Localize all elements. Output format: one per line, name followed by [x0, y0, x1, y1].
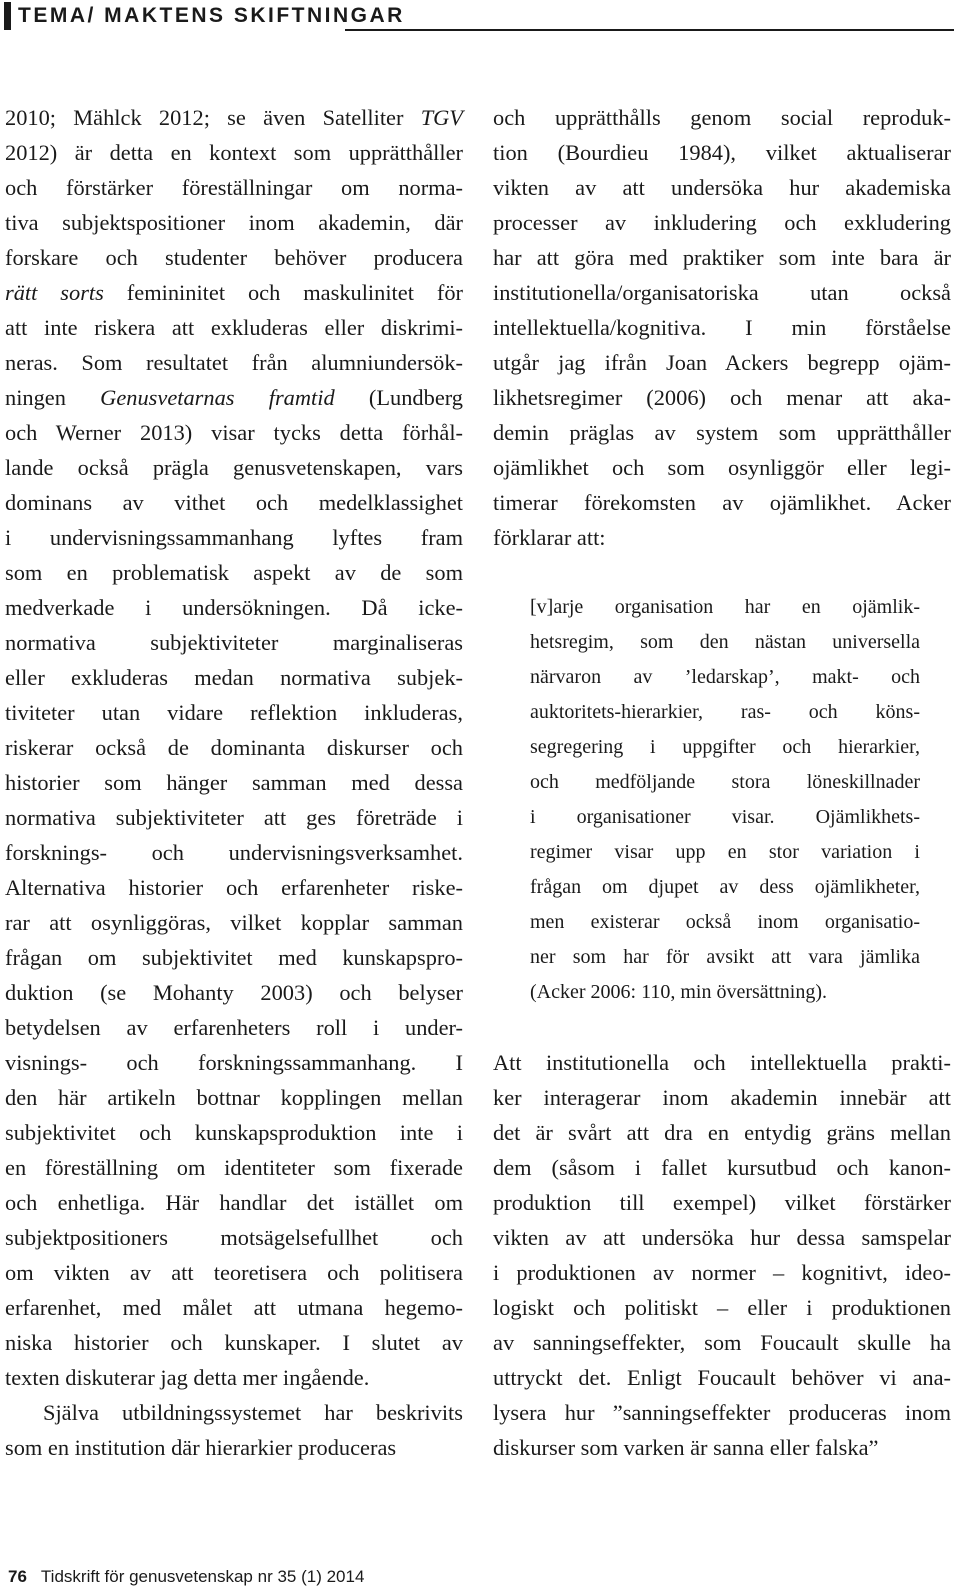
text-line: ningen Genusvetarnas framtid (Lundberg [5, 385, 463, 410]
text-line: neras. Som resultatet från alumniundersök- [5, 350, 463, 375]
header-rule [345, 29, 954, 31]
text-line: rätt sorts femininitet och maskulinitet för [5, 280, 463, 305]
text-line: en föreställning om identiteter som fixerade [5, 1155, 463, 1180]
text-line: normativa subjektiviteter att ges företräde i [5, 805, 463, 830]
text-line: närvaron av ’ledarskap’, makt- och [530, 666, 920, 688]
text-line: 2012) är detta en kontext som upprätthåller [5, 140, 463, 165]
text-line: auktoritets-hierarkier, ras- och köns- [530, 701, 920, 723]
text-line: uttryckt det. Enligt Foucault behöver vi ana- [493, 1365, 951, 1390]
text-line: utgår jag ifrån Joan Ackers begrepp ojäm- [493, 350, 951, 375]
text-line: historier som hänger samman med dessa [5, 770, 463, 795]
text-line: och medföljande stora löneskillnader [530, 771, 920, 793]
text-line: dominans av vithet och medelklassighet [5, 490, 463, 515]
text-line: riskerar också de dominanta diskurser och [5, 735, 463, 760]
text-line: subjektivitet och kunskapsproduktion inte i [5, 1120, 463, 1145]
text-line: av sanningseffekter, som Foucault skulle ha [493, 1330, 951, 1355]
left-text-column [5, 100, 463, 1465]
text-line: subjektpositioners motsägelsefullhet och [5, 1225, 463, 1250]
text-line: och upprätthålls genom social reproduk- [493, 105, 951, 130]
journal-name: Tidskrift för genusvetenskap nr 35 (1) 2014 [40, 1567, 365, 1586]
text-line: duktion (se Mohanty 2003) och belyser [5, 980, 463, 1005]
text-line: forskare och studenter behöver producera [5, 245, 463, 270]
text-line: frågan om djupet av dess ojämlikheter, [530, 876, 920, 898]
text-line: intellektuella/kognitiva. I min förståelse [493, 315, 951, 340]
text-line: logiskt och politiskt – eller i produktionen [493, 1295, 951, 1320]
text-line: medverkade i undersökningen. Då icke- [5, 595, 463, 620]
section-title: TEMA/ MAKTENS SKIFTNINGAR [18, 4, 405, 27]
text-line: och Werner 2013) visar tycks detta förhål- [5, 420, 463, 445]
text-line: processer av inkludering och exkludering [493, 210, 951, 235]
text-line: niska historier och kunskaper. I slutet av [5, 1330, 463, 1355]
text-line: tiva subjektspositioner inom akademin, där [5, 210, 463, 235]
text-line: (Acker 2006: 110, min översättning). [530, 981, 827, 1003]
right-text-column-bottom [493, 1045, 951, 1465]
text-line: men existerar också inom organisatio- [530, 911, 920, 933]
text-line: Alternativa historier och erfarenheter riske- [5, 875, 463, 900]
text-line: och enhetliga. Här handlar det istället om [5, 1190, 463, 1215]
running-header [0, 0, 960, 32]
page-number: 76 [8, 1567, 27, 1586]
text-line: Att institutionella och intellektuella prakti- [493, 1050, 951, 1075]
text-line: har att göra med praktiker som inte bara är [493, 245, 951, 270]
text-line: likhetsregimer (2006) och menar att aka- [493, 385, 951, 410]
text-line: ojämlikhet och som osynliggör eller legi- [493, 455, 951, 480]
text-line: timerar förekomsten av ojämlikhet. Acker [493, 490, 951, 515]
text-line: den här artikeln bottnar kopplingen mellan [5, 1085, 463, 1110]
text-line: frågan om subjektivitet med kunskapspro- [5, 945, 463, 970]
text-line: tion (Bourdieu 1984), vilket aktualiserar [493, 140, 951, 165]
text-line: visnings- och forskningssammanhang. I [5, 1050, 463, 1075]
page-footer [8, 1566, 364, 1588]
text-line: i organisationer visar. Ojämlikhets- [530, 806, 920, 828]
text-line: som en problematisk aspekt av de som [5, 560, 463, 585]
text-line: vikten av att undersöka hur dessa samspelar [493, 1225, 951, 1250]
text-line: som en institution där hierarkier produceras [5, 1435, 397, 1460]
block-quote [530, 590, 920, 1010]
text-line: 2010; Mählck 2012; se även Satelliter TGV [5, 105, 463, 130]
text-line: regimer visar upp en stor variation i [530, 841, 920, 863]
text-line: produktion till exempel) vilket förstärker [493, 1190, 951, 1215]
text-line: eller exkluderas medan normativa subjek- [5, 665, 463, 690]
text-line: erfarenhet, med målet att utmana hegemo- [5, 1295, 463, 1320]
text-line: i produktionen av normer – kognitivt, ideo- [493, 1260, 951, 1285]
text-line: i undervisningssammanhang lyftes fram [5, 525, 463, 550]
text-line: forsknings- och undervisningsverksamhet. [5, 840, 463, 865]
text-line: vikten av att undersöka hur akademiska [493, 175, 951, 200]
text-line: texten diskuterar jag detta mer ingående. [5, 1365, 370, 1390]
text-line: lande också prägla genusvetenskapen, vars [5, 455, 463, 480]
text-line: om vikten av att teoretisera och politisera [5, 1260, 463, 1285]
right-text-column-top [493, 100, 951, 555]
text-line: att inte riskera att exkluderas eller diskrimi- [5, 315, 463, 340]
text-line: rar att osynliggöras, vilket kopplar samman [5, 910, 463, 935]
header-bar [4, 2, 11, 30]
text-line: tiviteter utan vidare reflektion inkluderas, [5, 700, 463, 725]
text-line: segregering i uppgifter och hierarkier, [530, 736, 920, 758]
text-line: det är svårt att dra en entydig gräns mellan [493, 1120, 951, 1145]
text-line: Själva utbildningssystemet har beskrivits [43, 1400, 463, 1425]
text-line: ker interagerar inom akademin innebär att [493, 1085, 951, 1110]
text-line: normativa subjektiviteter marginaliseras [5, 630, 463, 655]
text-line: dem (såsom i fallet kursutbud och kanon- [493, 1155, 951, 1180]
text-line: ner som har för avsikt att vara jämlika [530, 946, 920, 968]
text-line: hetsregim, som den nästan universella [530, 631, 920, 653]
text-line: och förstärker föreställningar om norma- [5, 175, 463, 200]
text-line: diskurser som varken är sanna eller falska” [493, 1435, 879, 1460]
text-line: institutionella/organisatoriska utan också [493, 280, 951, 305]
text-line: demin präglas av system som upprätthåller [493, 420, 951, 445]
text-line: betydelsen av erfarenheters roll i under- [5, 1015, 463, 1040]
text-line: lysera hur ”sanningseffekter produceras inom [493, 1400, 951, 1425]
text-line: [v]arje organisation har en ojämlik- [530, 596, 920, 618]
text-line: förklarar att: [493, 525, 606, 550]
